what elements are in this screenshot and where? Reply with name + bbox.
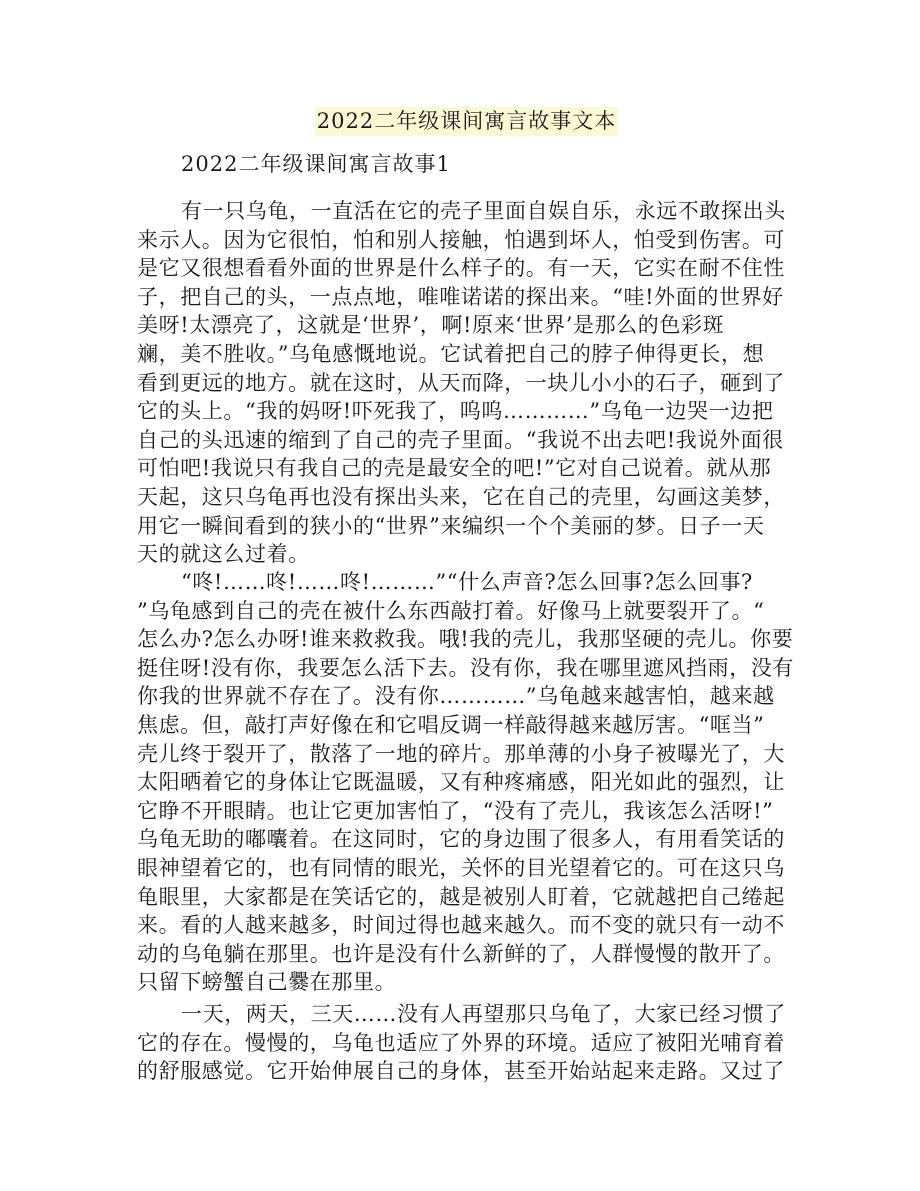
text-line: 动的乌龟躺在那里。也许是没有什么新鲜的了，人群慢慢的散开了。 [137,941,785,966]
section-heading: 2022二年级课间寓言故事1 [181,152,451,176]
text-line: 它的存在。慢慢的，乌龟也适应了外界的环境。适应了被阳光哺育着 [137,1030,785,1055]
paragraph-2 [137,568,797,997]
text-line: 自己的头迅速的缩到了自己的壳子里面。“我说不出去吧!我说外面很 [137,427,784,452]
text-line: 看到更远的地方。就在这时，从天而降，一块儿小小的石子，砸到了 [137,370,785,395]
text-line: 怎么办?怎么办呀!谁来救救我。哦!我的壳儿，我那坚硬的壳儿。你要 [137,627,794,652]
text-line: 可怕吧!我说只有我自己的壳是最安全的吧!”它对自己说着。就从那 [137,456,772,481]
text-line: 美呀!太漂亮了，这就是‘世界’，啊!原来‘世界’是那么的色彩斑 [137,313,725,338]
text-line: 挺住呀!没有你，我要怎么活下去。没有你，我在哪里遮风挡雨，没有 [137,655,795,680]
text-line: 斓，美不胜收。”乌龟感慨地说。它试着把自己的脖子伸得更长，想 [137,341,765,366]
paragraph-1 [137,197,797,569]
document-title: 2022二年级课间寓言故事文本 [315,107,618,136]
text-line: 乌龟无助的嘟囔着。在这同时，它的身边围了很多人，有用看笑话的 [137,827,785,852]
paragraph-3 [137,1000,797,1086]
text-line: 只留下螃蟹自己爨在那里。 [137,970,397,995]
text-line: 它睁不开眼睛。也让它更加害怕了，“没有了壳儿，我该怎么活呀!” [137,798,774,823]
text-line: 是它又很想看看外面的世界是什么样子的。有一天，它实在耐不住性 [137,256,785,281]
text-line: 用它一瞬间看到的狭小的“世界”来编织一个个美丽的梦。日子一天 [137,513,765,538]
text-line: 的舒服感觉。它开始伸展自己的身体，甚至开始站起来走路。又过了 [137,1059,785,1084]
text-line: “咚!……咚!……咚!………”“什么声音?怎么回事?怎么回事? [181,570,753,594]
text-line: 来示人。因为它很怕，怕和别人接触，怕遇到坏人，怕受到伤害。可 [137,227,785,252]
text-line: 壳儿终于裂开了，散落了一地的碎片。那单薄的小身子被曝光了，大 [137,741,785,766]
title-container [137,107,789,136]
text-line: 焦虑。但，敲打声好像在和它唱反调一样敲得越来越厉害。“哐当” [137,712,765,737]
text-line: 太阳晒着它的身体让它既温暖，又有种疼痛感，阳光如此的强烈，让 [137,770,785,795]
text-line: 来。看的人越来越多，时间过得也越来越久。而不变的就只有一动不 [137,913,785,938]
text-line: 有一只乌龟，一直活在它的壳子里面自娱自乐，永远不敢探出头 [181,199,786,223]
text-line: 你我的世界就不存在了。没有你…………”乌龟越来越害怕，越来越 [137,684,775,709]
text-line: 它的头上。“我的妈呀!吓死我了，呜呜…………”乌龟一边哭一边把 [137,399,774,424]
text-line: 天的就这么过着。 [137,542,310,567]
text-line: 子，把自己的头，一点点地，唯唯诺诺的探出来。“哇!外面的世界好 [137,284,784,309]
text-line: 眼神望着它的，也有同情的眼光，关怀的目光望着它的。可在这只乌 [137,855,785,880]
text-line: 一天，两天，三天……没有人再望那只乌龟了，大家已经习惯了 [181,1002,786,1026]
text-line: ”乌龟感到自己的壳在被什么东西敲打着。好像马上就要裂开了。“ [137,598,765,623]
text-line: 天起，这只乌龟再也没有探出头来，它在自己的壳里，勾画这美梦， [137,484,785,509]
text-line: 龟眼里，大家都是在笑话它的，越是被别人盯着，它就越把自己绻起 [137,884,785,909]
